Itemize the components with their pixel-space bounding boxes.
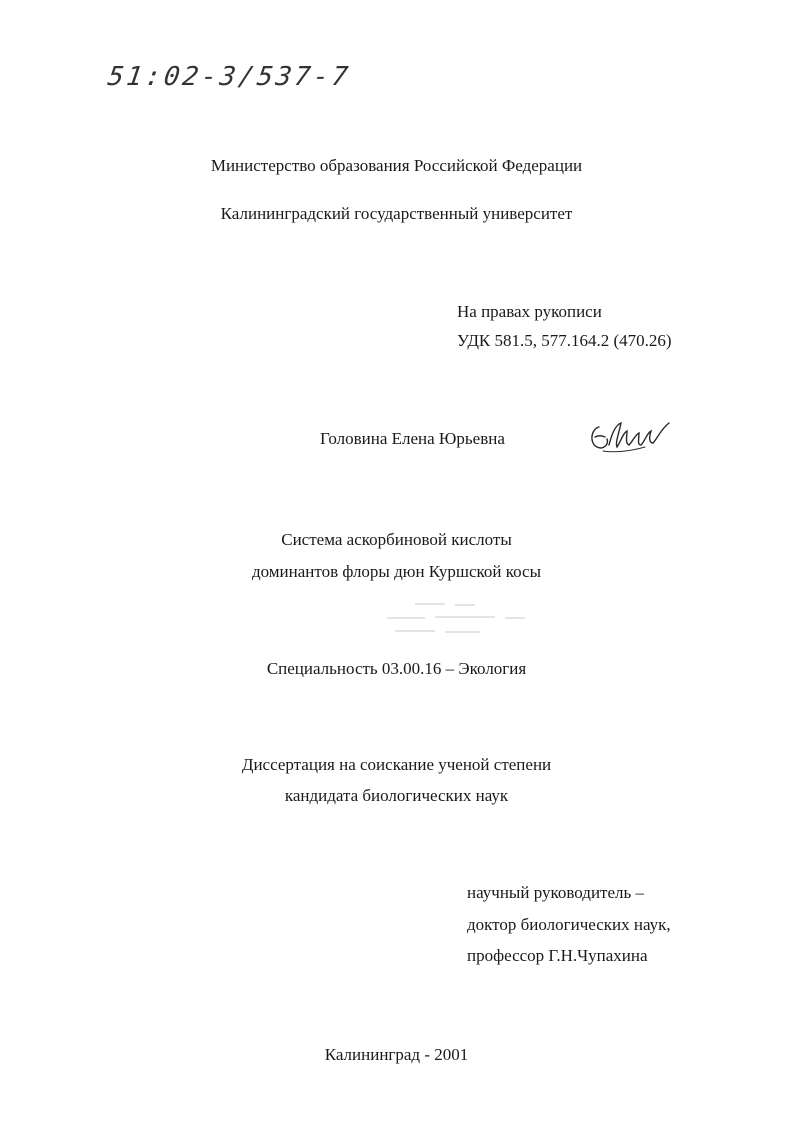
dissertation-title-line1: Система аскорбиновой кислоты <box>281 530 512 549</box>
specialty: Специальность 03.00.16 – Экология <box>266 659 527 678</box>
dissertation-title-line2: доминантов флоры дюн Куршской косы <box>251 562 542 581</box>
ministry-name: Министерство образования Российской Федерации <box>210 156 583 175</box>
handwritten-archive-code: 51:02-3/537-7 <box>105 62 353 92</box>
faded-stamp-mark <box>385 598 530 640</box>
degree-line1: Диссертация на соискание ученой степени <box>241 755 552 774</box>
degree-line2: кандидата биологических наук <box>284 786 509 805</box>
author-signature <box>585 415 675 460</box>
university-name: Калининградский государственный университет <box>220 204 573 223</box>
advisor-name: профессор Г.Н.Чупахина <box>467 946 648 965</box>
advisor-role: научный руководитель – <box>467 883 644 902</box>
advisor-degree: доктор биологических наук, <box>467 915 671 934</box>
udc-code: УДК 581.5, 577.164.2 (470.26) <box>457 331 672 350</box>
author-name: Головина Елена Юрьевна <box>320 429 505 448</box>
manuscript-rights: На правах рукописи <box>457 302 602 321</box>
city-year: Калининград - 2001 <box>324 1045 469 1064</box>
